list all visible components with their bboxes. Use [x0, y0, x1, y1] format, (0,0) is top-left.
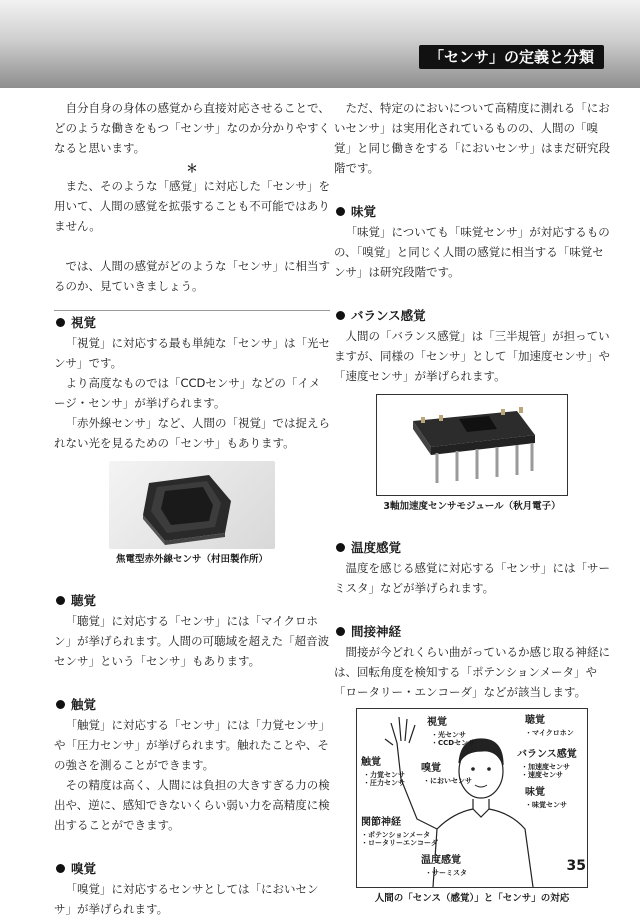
- infrared-sensor-caption: 焦電型赤外線センサ（村田製作所）: [115, 554, 268, 565]
- diagram-items-smell: ・においセンサ: [423, 777, 472, 785]
- taste-paragraph-1: 「味覚」についても「味覚センサ」が対応するものの、「嗅覚」と同じく人間の感覚に相当する「味覚センサ」は研究段階です。: [334, 225, 610, 279]
- section-heading-smell: 嗅覚: [54, 859, 330, 879]
- bullet-icon: [56, 318, 65, 327]
- hearing-paragraph-1: 「聴覚」に対応する「センサ」には「マイクロホン」が挙げられます。人間の可聴域を超えた「超音波センサ」という「センサ」もあります。: [54, 614, 330, 668]
- bullet-icon: [56, 596, 65, 605]
- diagram-items-taste: ・味覚センサ: [525, 801, 567, 809]
- accelerometer-module-caption: 3軸加速度センサモジュール（秋月電子）: [383, 501, 561, 512]
- section-divider: [54, 310, 330, 311]
- diagram-items-balance: ・加速度センサ ・速度センサ: [521, 763, 570, 779]
- smell-paragraph-1: 「嗅覚」に対応するセンサとしては「においセンサ」が挙げられます。: [54, 882, 319, 916]
- vision-paragraph-1: 「視覚」に対応する最も単純な「センサ」は「光センサ」です。: [54, 336, 330, 370]
- left-column: [54, 98, 330, 919]
- intro-paragraph-2: また、そのような「感覚」に対応した「センサ」を用いて、人間の感覚を拡張することも不可能ではありません。: [54, 179, 330, 233]
- section-heading-touch: 触覚: [54, 695, 330, 715]
- accelerometer-module-photo: [376, 394, 568, 496]
- diagram-label-taste: 味覚: [525, 787, 545, 798]
- asterisk-divider: ＊: [186, 161, 198, 175]
- bullet-icon: [336, 627, 345, 636]
- section-heading-vision: 視覚: [54, 313, 330, 333]
- section-heading-balance: バランス感覚: [334, 306, 610, 326]
- section-heading-temperature: 温度感覚: [334, 538, 610, 558]
- bullet-icon: [56, 864, 65, 873]
- smell-continued-paragraph: ただ、特定のにおいについて高精度に測れる「においセンサ」は実用化されているものの、人間の「嗅覚」と同じ働きをする「においセンサ」はまだ研究段階です。: [334, 101, 610, 175]
- diagram-caption: 人間の「センス（感覚）」と「センサ」の対応: [374, 893, 570, 904]
- bullet-icon: [336, 311, 345, 320]
- diagram-label-balance: バランス感覚: [517, 749, 577, 760]
- diagram-label-joint-nerve: 関節神経: [361, 817, 401, 828]
- diagram-items-touch: ・力覚センサ ・圧力センサ: [363, 771, 405, 787]
- intro-paragraph-1: 自分自身の身体の感覚から直接対応させることで、どのような働きをもつ「センサ」なのか分かりやすくなると思います。: [54, 101, 330, 155]
- vision-paragraph-2: より高度なものでは「CCDセンサ」などの「イメージ・センサ」が挙げられます。: [54, 376, 321, 410]
- vision-paragraph-3: 「赤外線センサ」など、人間の「視覚」では捉えられない光を見るための「センサ」もあります。: [54, 416, 330, 450]
- right-column: [334, 98, 610, 906]
- balance-paragraph-1: 人間の「バランス感覚」は「三半規管」が担っていますが、同様の「センサ」として「加速度センサ」や「速度センサ」が挙げられます。: [334, 329, 610, 383]
- touch-paragraph-1: 「触覚」に対応する「センサ」には「力覚センサ」や「圧力センサ」が挙げられます。触れたことや、その強さを測ることができます。: [54, 718, 330, 772]
- section-heading-indirect-nerve: 間接神経: [334, 622, 610, 642]
- diagram-label-temperature: 温度感覚: [421, 855, 461, 866]
- section-heading-taste: 味覚: [334, 202, 610, 222]
- chapter-title: 「センサ」の定義と分類: [419, 45, 604, 69]
- page-number: 35: [566, 858, 586, 874]
- bullet-icon: [336, 543, 345, 552]
- diagram-label-touch: 触覚: [361, 757, 381, 768]
- page-header: [0, 0, 640, 88]
- section-heading-hearing: 聴覚: [54, 591, 330, 611]
- diagram-label-vision: 視覚: [427, 717, 447, 728]
- touch-paragraph-2: その精度は高く、人間には負担の大きすぎる力の検出や、逆に、感知できないくらい弱い力を高精度に検出することができます。: [54, 778, 330, 832]
- diagram-label-smell: 嗅覚: [421, 763, 441, 774]
- bullet-icon: [56, 700, 65, 709]
- temperature-paragraph-1: 温度を感じる感覚に対応する「センサ」には「サーミスタ」などが挙げられます。: [334, 561, 610, 595]
- indirect-nerve-paragraph-1: 間接が今どれくらい曲がっているか感じ取る神経には、回転角度を検知する「ポテンションメータ」や「ロータリー・エンコーダ」などが該当します。: [334, 645, 610, 699]
- diagram-label-hearing: 聴覚: [525, 715, 545, 726]
- diagram-items-joint-nerve: ・ポテンションメータ ・ロータリーエンコーダ: [361, 831, 438, 847]
- diagram-items-hearing: ・マイクロホン: [525, 729, 574, 737]
- diagram-items-temperature: ・サーミスタ: [425, 869, 467, 877]
- sense-sensor-diagram: [356, 708, 588, 888]
- infrared-sensor-photo: [109, 461, 275, 549]
- intro-paragraph-3: では、人間の感覚がどのような「センサ」に相当するのか、見ていきましょう。: [54, 259, 330, 293]
- bullet-icon: [336, 207, 345, 216]
- diagram-items-vision: ・光センサ ・CCDセンサ: [431, 731, 476, 747]
